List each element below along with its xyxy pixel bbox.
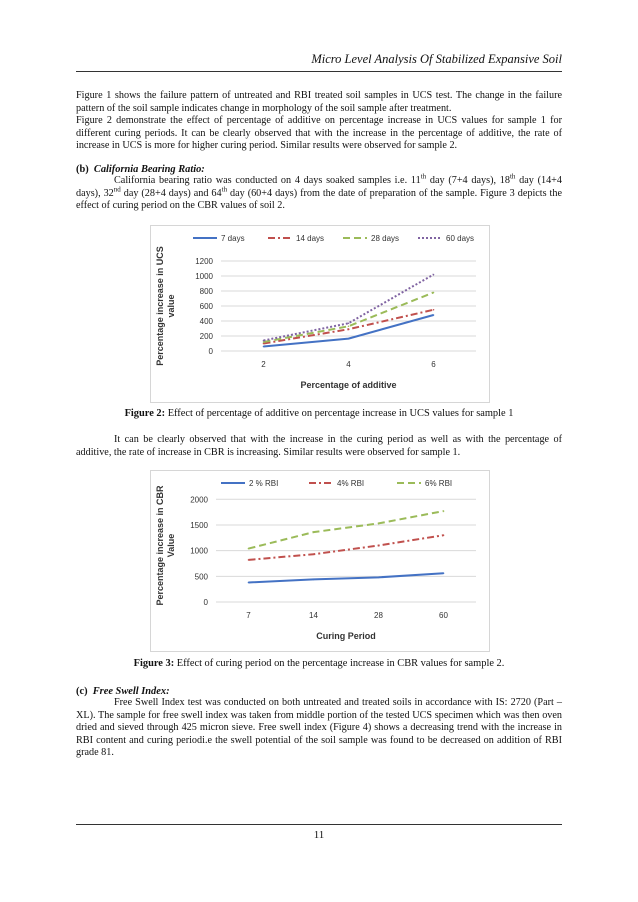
y-tick-label: 800: [199, 287, 213, 296]
data-point-2-1: [313, 531, 315, 533]
header-rule: [76, 71, 562, 72]
footer-rule: [76, 824, 562, 825]
x-tick-label: 6: [431, 360, 436, 369]
data-point-2-0: [248, 548, 250, 550]
data-point-1-3: [443, 534, 445, 536]
figure2-caption: Figure 2: Effect of percentage of additive on percentage increase in UCS values for sample 1: [124, 408, 514, 419]
y-tick-label: 1500: [190, 520, 208, 530]
y-tick-label: 0: [208, 347, 213, 356]
data-point-2-2: [433, 292, 435, 294]
y-tick-label: 1000: [195, 272, 213, 281]
series-line-2: [249, 511, 444, 548]
figure3-caption: Figure 3: Effect of curing period on the percentage increase in CBR values for sample 2.: [133, 658, 505, 669]
section-b-title: California Bearing Ratio:: [93, 164, 205, 175]
legend-label-0: 7 days: [221, 234, 245, 243]
series-line-2: [264, 293, 434, 343]
data-point-1-1: [313, 553, 315, 555]
paragraph-cbr: California bearing ratio was conducted on 4 days soaked samples i.e. 11th day (7+4 days), 18th day (14+4 days), 32nd day (28+4 days) and 64th day (60+4 days) from the date of preparation of the sample. Figure 3 depicts the effect of curing period on the CBR values of soil 2.: [76, 172, 562, 212]
paragraph-figure1: Figure 1 shows the failure pattern of untreated and RBI treated soil samples in UCS test. The change in the failure pattern of the soil sample indicates change in morphology of the soil sample after treatment.: [76, 90, 562, 114]
data-point-0-0: [248, 582, 250, 584]
data-point-1-0: [248, 559, 250, 561]
figure2-chart: [150, 225, 490, 403]
legend-label-1: 14 days: [296, 234, 325, 243]
data-point-0-2: [378, 577, 380, 579]
y-tick-label: 400: [199, 317, 213, 326]
figure2-xlabel: Percentage of additive: [300, 380, 397, 390]
y-tick-label: 200: [199, 332, 213, 341]
data-point-0-1: [313, 579, 315, 581]
data-point-0-3: [443, 572, 445, 574]
section-c-label: (c): [76, 686, 88, 697]
figure3-chart-svg: [151, 471, 489, 651]
legend-label-2: 28 days: [371, 234, 400, 243]
series-line-0: [249, 573, 444, 582]
x-tick-label: 28: [374, 611, 383, 620]
figure3-legend: [221, 479, 452, 488]
section-c-heading: [76, 686, 170, 697]
series-line-1: [249, 535, 444, 560]
legend-label-3: 60 days: [446, 234, 475, 243]
figure2-legend: [193, 234, 474, 243]
data-point-0-2: [433, 314, 435, 316]
paragraph-free-swell: Free Swell Index test was conducted on both untreated and treated soils in accordance with IS: 2720 (Part – XL). The sample for free swell index was taken from middle portion of the tested UCS specimen which was then oven dried and sieved through 425 micron sieve. Free swell index (Figure 4) shows a decreasing trend with the increase in RBI content and curing periodi.e the swell potential of the soil sample was found to be decreased on addition of RBI grade 81.: [76, 697, 562, 759]
data-point-1-2: [433, 309, 435, 311]
figure3-chart: [150, 470, 490, 652]
data-point-2-3: [443, 510, 445, 512]
y-tick-label: 1200: [195, 257, 213, 266]
data-point-2-2: [378, 523, 380, 525]
data-point-2-0: [263, 341, 265, 343]
data-point-0-1: [348, 338, 350, 340]
figure3-xlabel: Curing Period: [316, 631, 376, 641]
y-tick-label: 1000: [190, 546, 208, 556]
data-point-1-1: [348, 328, 350, 330]
legend-label-2: 6% RBI: [425, 479, 453, 488]
x-tick-label: 4: [346, 360, 351, 369]
figure3-ylabel: Percentage increase in CBRValue: [155, 485, 176, 606]
series-line-3: [264, 275, 434, 341]
legend-label-0: 2 % RBI: [249, 479, 279, 488]
running-header: Micro Level Analysis Of Stabilized Expansive Soil: [311, 52, 562, 66]
data-point-1-2: [378, 545, 380, 547]
x-tick-label: 60: [439, 611, 448, 620]
y-tick-label: 0: [203, 598, 208, 607]
section-b-label: (b): [76, 164, 89, 175]
section-b-heading: [76, 164, 205, 175]
data-point-0-0: [263, 346, 265, 348]
section-c-title: Free Swell Index:: [92, 686, 170, 697]
data-point-3-1: [348, 322, 350, 324]
data-point-1-0: [263, 343, 265, 345]
y-tick-label: 2000: [190, 495, 208, 505]
figure2-chart-svg: [151, 226, 489, 402]
paragraph-cbr-observation: It can be clearly observed that with the increase in the curing period as well as with the percentage of additive, the rate of increase in CBR is increasing. Similar results were observed for sample 1.: [76, 434, 562, 458]
x-tick-label: 7: [246, 611, 251, 620]
page-number: 11: [313, 829, 325, 841]
figure2-ylabel: Percentage increase in UCSvalue: [155, 246, 176, 366]
data-point-3-2: [433, 274, 435, 276]
series-line-0: [264, 315, 434, 347]
x-tick-label: 14: [309, 611, 318, 620]
y-tick-label: 500: [194, 572, 208, 582]
y-tick-label: 600: [199, 302, 213, 311]
legend-label-1: 4% RBI: [337, 479, 365, 488]
data-point-3-0: [263, 340, 265, 342]
paragraph-figure2-intro: Figure 2 demonstrate the effect of percentage of additive on percentage increase in UCS values for sample 1 for different curing periods. It can be clearly observed that with the increase in the percentage of additive, the rate of increase in UCS is more for higher curing period. Similar results were observed for sample 2.: [76, 115, 562, 152]
data-point-2-1: [348, 325, 350, 327]
x-tick-label: 2: [261, 360, 266, 369]
